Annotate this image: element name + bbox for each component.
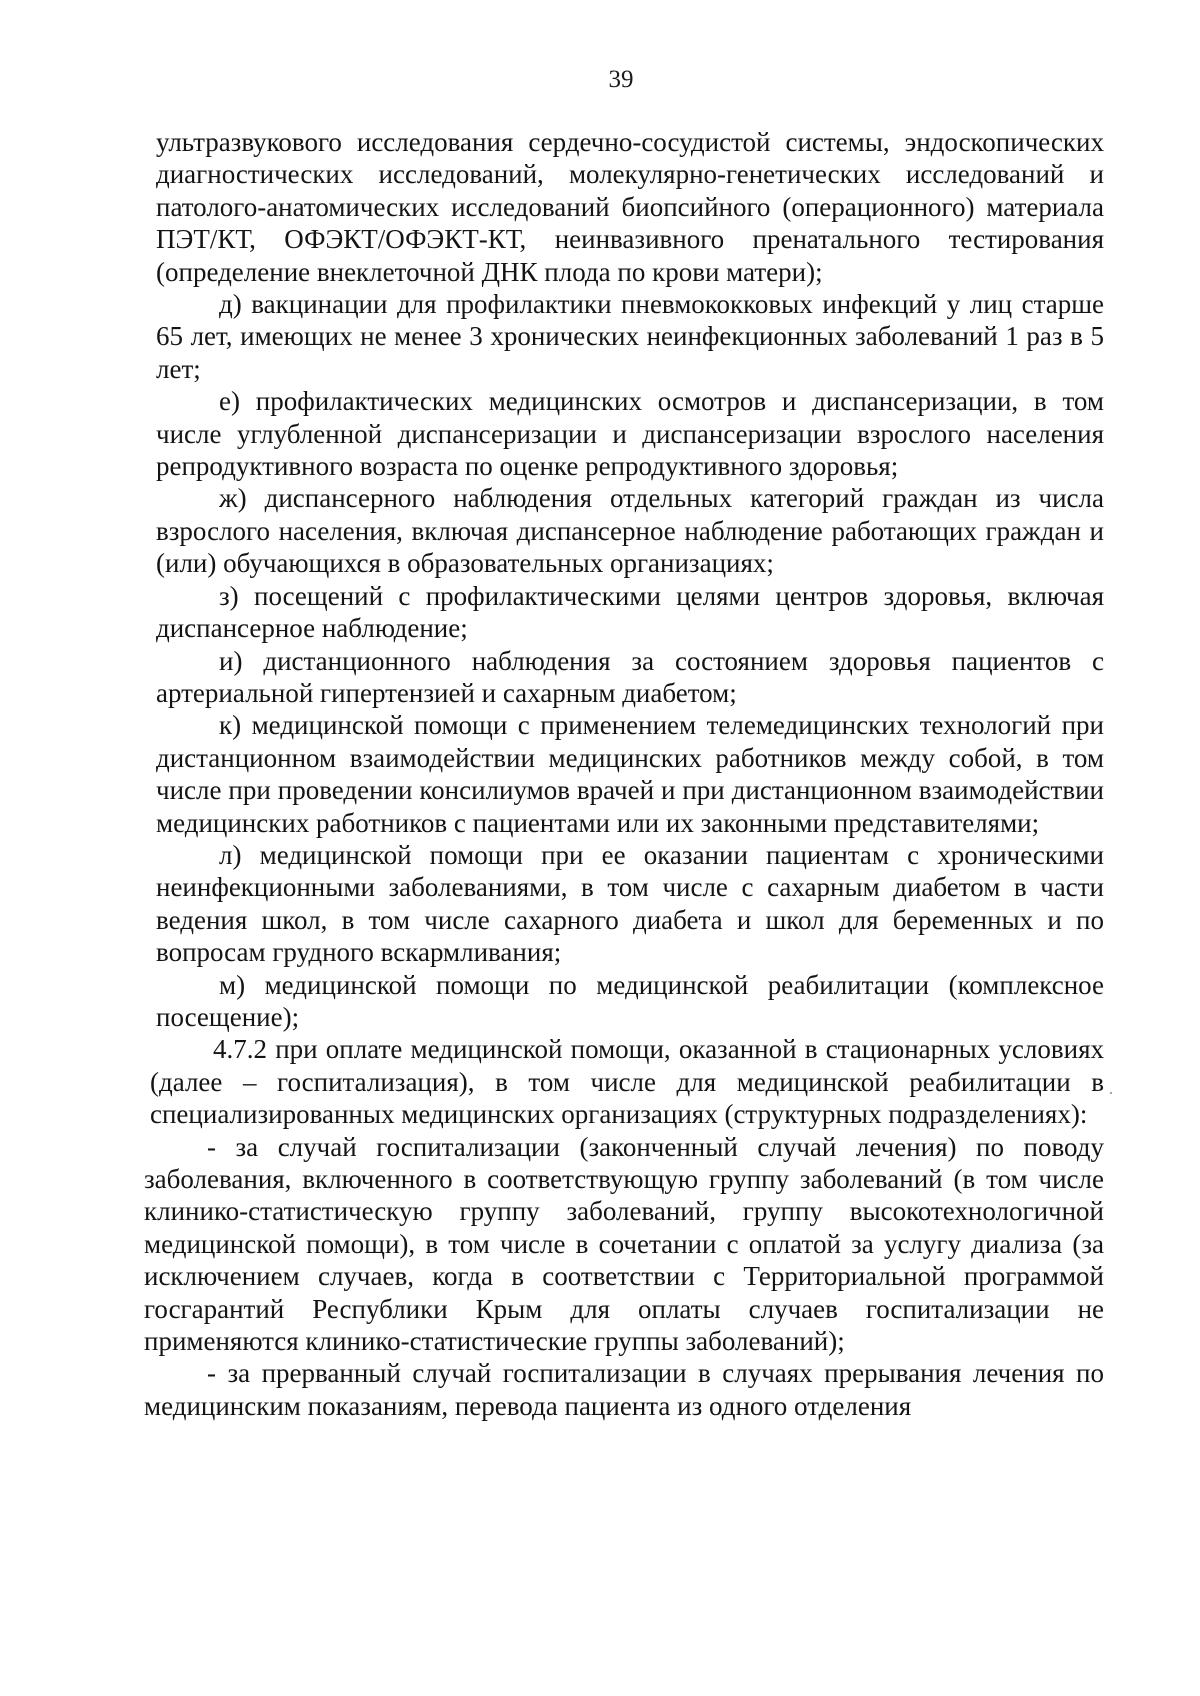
paragraph-item-i: и) дистанционного наблюдения за состоянием здоровья пациентов с артериальной гипертензией и сахарным диабетом; — [156, 645, 1104, 708]
paragraph-item-m: м) медицинской помощи по медицинской реабилитации (комплексное посещение); — [156, 969, 1104, 1032]
paragraph-item-d: д) вакцинации для профилактики пневмококковых инфекций у лиц старше 65 лет, имеющих не менее 3 хронических неинфекционных заболеваний 1 раз в 5 лет; — [156, 289, 1104, 384]
paragraph-continuation: ультразвукового исследования сердечно-сосудистой системы, эндоскопических диагностических исследований, молекулярно-генетических исследований и патолого-анатомических исследований биопсийного (операционного) материала ПЭТ/КТ, ОФЭКТ/ОФЭКТ-КТ, неинвазивного пренатального тестирования (определение внеклеточной ДНК плода по крови матери); — [156, 127, 1104, 287]
page-number: 39 — [608, 66, 634, 93]
paragraph-item-zh: ж) диспансерного наблюдения отдельных категорий граждан из числа взрослого населения, включая диспансерное наблюдение работающих граждан и (или) обучающихся в образовательных организациях; — [156, 483, 1104, 579]
paragraph-bullet-interrupted-case: - за прерванный случай госпитализации в случаях прерывания лечения по медицинским показаниям, перевода пациента из одного отделения — [144, 1358, 1104, 1421]
paragraph-item-k: к) медицинской помощи с применением телемедицинских технологий при дистанционном взаимодействии медицинских работников между собой, в том числе при проведении консилиумов врачей и при дистанционном взаимодействии медицинских работников с пациентами или их законными представителями; — [156, 710, 1104, 838]
paragraph-section-4-7-2: 4.7.2 при оплате медицинской помощи, оказанной в стационарных условиях (далее – госпитализация), в том числе для медицинской реабилитации в специализированных медицинских организациях (структурных подразделениях): — [150, 1034, 1104, 1130]
scan-speck — [1110, 1092, 1112, 1094]
paragraph-bullet-completed-case: - за случай госпитализации (законченный случай лечения) по поводу заболевания, включенного в соответствующую группу заболеваний (в том числе клинико-статистическую группу заболеваний, группу высокотехнологичной медицинской помощи), в том числе в сочетании с оплатой за услугу диализа (за исключением случаев, когда в соответствии с Территориальной программой госгарантий Республики Крым для оплаты случаев госпитализации не применяются клинико-статистические группы заболеваний); — [144, 1131, 1104, 1357]
paragraph-item-l: л) медицинской помощи при ее оказании пациентам с хроническими неинфекционными заболеваниями, в том числе с сахарным диабетом в части ведения школ, в том числе сахарного диабета и школ для беременных и по вопросам грудного вскармливания; — [156, 839, 1104, 968]
paragraph-item-e: е) профилактических медицинских осмотров и диспансеризации, в том числе углубленной диспансеризации и диспансеризации взрослого населения репродуктивного возраста по оценке репродуктивного здоровья; — [156, 386, 1104, 482]
paragraph-item-z: з) посещений с профилактическими целями центров здоровья, включая диспансерное наблюдение; — [156, 580, 1104, 644]
document-body — [144, 126, 1104, 1422]
